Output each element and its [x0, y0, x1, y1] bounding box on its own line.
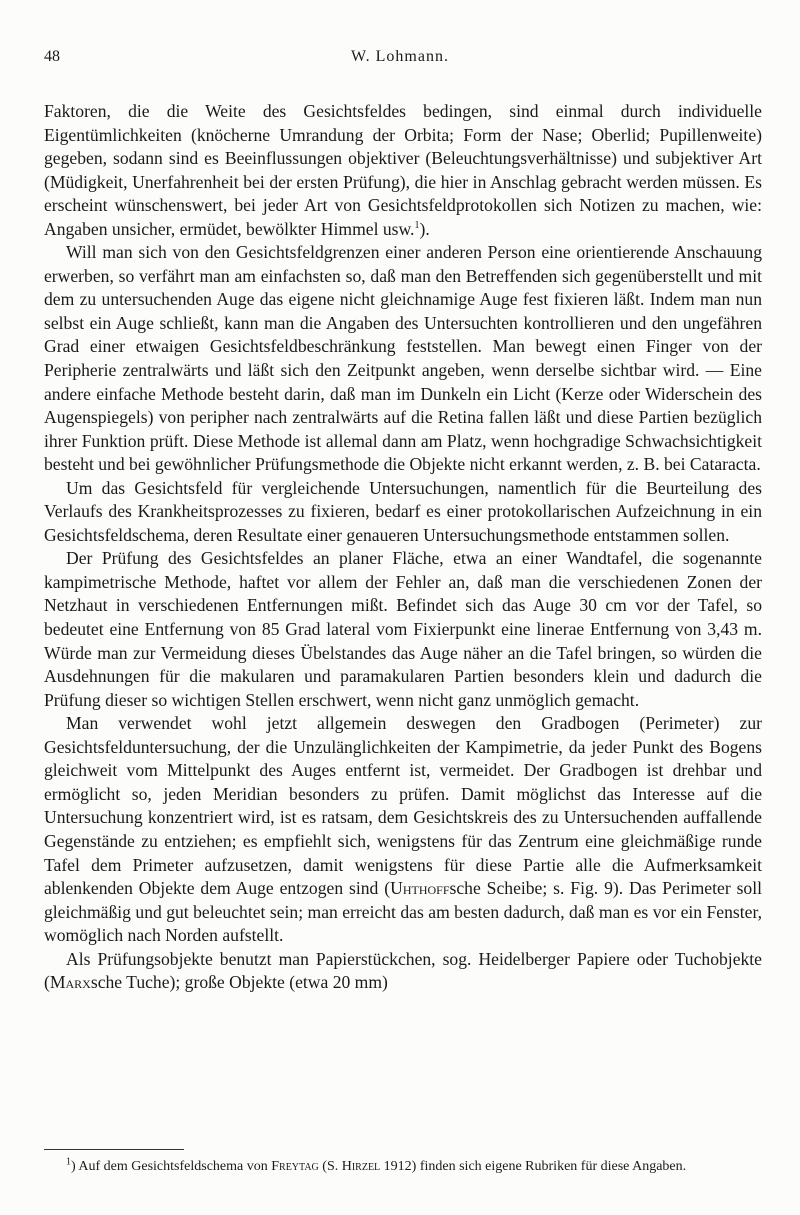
footnote [44, 1158, 762, 1176]
paragraph-text: Faktoren, die die Weite des Gesichtsfeldes bedingen, sind einmal durch individuelle Eigentümlichkeiten (knöcherne Umrandung der Orbita; Form der Nase; Oberlid; Pupillenweite) gegeben, sodann sind es Beeinflussungen objektiver (Beleuchtungsverhältnisse) und subjektiver Art (Müdigkeit, Unerfahrenheit bei der ersten Prüfung), die hier in Anschlag gebracht werden müssen. Es erscheint wünschenswert, bei jeder Art von Gesichtsfeldprotokollen sich Notizen zu machen, wie: Angaben unsicher, ermüdet, bewölkter Himmel usw. [44, 101, 762, 239]
footnote-divider [44, 1149, 184, 1150]
footnote-text: ) Auf dem Gesichtsfeldschema von [71, 1159, 272, 1174]
paragraph [44, 712, 762, 947]
footnote-marker: 1 [66, 1156, 71, 1168]
paragraph-text: sche Scheibe; s. Fig. 9). Das Perimeter soll gleichmäßig und gut beleuchtet sein; man erreicht das am besten dadurch, daß man es vor ein Fenster, womöglich nach Norden aufstellt. [44, 878, 762, 946]
paragraph: Der Prüfung des Gesichtsfeldes an planer Fläche, etwa an einer Wandtafel, die sogenannte kampimetrische Methode, haftet vor allem der Fehler an, daß man die verschiedenen Zonen der Netzhaut in verschiedenen Entfernungen mißt. Befindet sich das Auge 30 cm vor der Tafel, so bedeutet eine Entfernung von 85 Grad lateral vom Fixierpunkt eine linerae Entfernung von 3,43 m. Würde man zur Vermeidung dieses Übelstandes das Auge näher an die Tafel bringen, so würden die Ausdehnungen für die makularen und paramakularen Partien besonders klein und dadurch die Prüfung dieser so wichtigen Stellen erschwert, wenn nicht ganz unmöglich gemacht. [44, 548, 762, 710]
publisher-name: Hirzel [341, 1159, 381, 1174]
paragraph-text: ). [419, 218, 430, 239]
footnote-text: (S. [318, 1159, 342, 1174]
paragraph-text: Als Prüfungsobjekte benutzt man Papierstückchen, sog. Heidelberger Papiere oder Tuchobjekte ( [44, 948, 762, 993]
footnote-text: 1912) finden sich eigene Rubriken für diese Angaben. [380, 1159, 687, 1174]
paragraph [44, 100, 762, 241]
paragraph: Um das Gesichtsfeld für vergleichende Untersuchungen, namentlich für die Beurteilung des Verlaufs des Krankheitsprozesses zu fixieren, bedarf es einer protokollarischen Aufzeichnung in ein Gesichtsfeldschema, deren Resultate einer genaueren Untersuchungsmethode entstammen sollen. [44, 477, 762, 545]
paragraph [44, 948, 762, 995]
paragraph: Will man sich von den Gesichtsfeldgrenzen einer anderen Person eine orientierende Anschauung erwerben, so verfährt man am einfachsten so, daß man den Betreffenden sich gegenüberstellt und mit dem zu untersuchenden Auge das eigene nicht gleichnamige Auge fest fixieren läßt. Indem man nun selbst ein Auge schließt, kann man die Angaben des Untersuchten kontrollieren und den ungefähren Grad einer etwaigen Gesichtsfeldbeschränkung feststellen. Man bewegt einen Finger von der Peripherie zentralwärts und läßt sich den Zeitpunkt angeben, wenn derselbe sichtbar wird. — Eine andere einfache Methode besteht darin, daß man im Dunkeln ein Licht (Kerze oder Widerschein des Augenspiegels) von peripher nach zentralwärts auf die Retina fallen läßt und diese Partien bezüglich ihrer Funktion prüft. Diese Methode ist allemal dann am Platz, wenn hochgradige Schwachsichtigkeit besteht und bei gewöhnlicher Prüfungsmethode die Objekte nicht erkannt werden, z. B. bei Cataracta. [44, 242, 762, 475]
paragraph-text: sche Tuche); große Objekte (etwa 20 mm) [90, 972, 388, 993]
running-head: W. Lohmann. [351, 48, 449, 65]
page-number: 48 [44, 48, 60, 65]
page-header [44, 48, 756, 72]
footnote-reference: 1 [414, 219, 420, 231]
body-text [44, 100, 762, 995]
author-name: Freytag [271, 1159, 319, 1174]
author-name: Marx [49, 972, 91, 993]
author-name: Uhthoff [390, 878, 450, 899]
paragraph-text: Man verwendet wohl jetzt allgemein deswegen den Gradbogen (Perimeter) zur Gesichtsfelduntersuchung, der die Unzulänglichkeiten der Kampimetrie, da jeder Punkt des Bogens gleichweit vom Mittelpunkt des Auges entfernt ist, vermeidet. Der Gradbogen ist drehbar und ermöglicht so, jeden Meridian besonders zu prüfen. Damit möglichst das Interesse auf die Untersuchung konzentriert wird, ist es ratsam, dem Gesichtskreis des zu Untersuchenden auffallende Gegenstände zu entziehen; es empfiehlt sich, wenigstens für das Zentrum eine gleichmäßige runde Tafel dem Primeter aufzusetzen, damit wenigstens für diese Partie alle die Aufmerksamkeit ablenkenden Objekte dem Auge entzogen sind ( [44, 713, 762, 899]
